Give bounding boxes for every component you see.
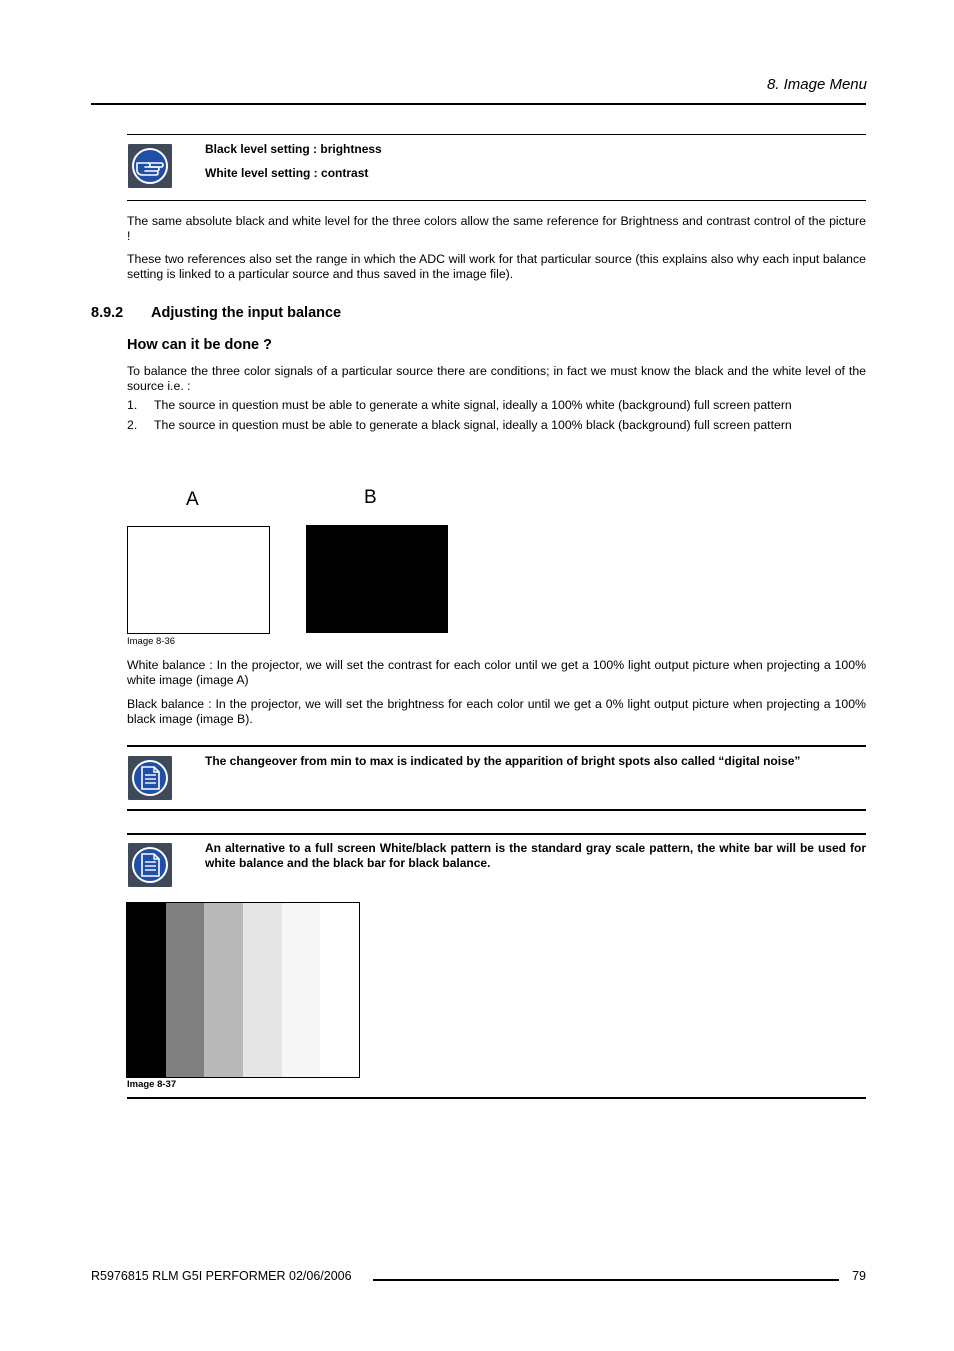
note-top-rule	[127, 833, 866, 835]
list-item	[127, 398, 792, 413]
white-balance-paragraph: White balance : In the projector, we will set the contrast for each color until we get a 100% light output picture when projecting a 100% white image (image A)	[127, 658, 866, 687]
figure-caption: Image 8-37	[127, 1079, 177, 1090]
page-number: 79	[852, 1269, 866, 1283]
gray-scale-pattern-image	[126, 902, 360, 1078]
list-text: The source in question must be able to generate a white signal, ideally a 100% white (background) full screen pattern	[154, 398, 792, 412]
list-number: 1.	[127, 398, 138, 412]
body-paragraph: To balance the three color signals of a particular source there are conditions; in fact we must know the black and the white level of the source i.e. :	[127, 364, 866, 393]
subsection-heading: How can it be done ?	[127, 337, 273, 353]
gray-bar	[320, 903, 359, 1077]
white-pattern-image	[127, 526, 270, 634]
list-item	[127, 418, 792, 433]
black-balance-paragraph: Black balance : In the projector, we will set the brightness for each color until we get a 0% light output picture when projecting a 100% black image (image B).	[127, 697, 866, 726]
document-note-icon	[128, 756, 172, 800]
intro-paragraph-2: These two references also set the range in which the ADC will work for that particular source (this explains also why each input balance setting is linked to a particular source and thus saved in the image file).	[127, 252, 866, 281]
footer-doc-info: R5976815 RLM G5I PERFORMER 02/06/2006	[91, 1269, 352, 1283]
list-text: The source in question must be able to generate a black signal, ideally a 100% black (background) full screen pattern	[154, 418, 792, 432]
figure-label-b: B	[364, 487, 377, 508]
note-gray-scale: An alternative to a full screen White/black pattern is the standard gray scale pattern, the white bar will be used for white balance and the black bar for black balance.	[205, 841, 866, 870]
footer-rule	[373, 1279, 839, 1281]
pointing-hand-icon	[128, 144, 172, 188]
section-title: Adjusting the input balance	[151, 305, 342, 321]
gray-bar	[282, 903, 321, 1077]
gray-bar	[166, 903, 205, 1077]
tip-black-level: Black level setting : brightness	[205, 142, 382, 156]
header-rule	[91, 103, 866, 105]
tip-bottom-rule	[127, 200, 866, 201]
gray-bar	[204, 903, 243, 1077]
note-bottom-rule	[127, 1097, 866, 1099]
gray-bar	[243, 903, 282, 1077]
note-bottom-rule	[127, 809, 866, 811]
note-digital-noise: The changeover from min to max is indicated by the apparition of bright spots also called “digital noise”	[205, 754, 801, 768]
section-number: 8.9.2	[91, 305, 124, 321]
intro-paragraph-1: The same absolute black and white level for the three colors allow the same reference for Brightness and contrast control of the picture !	[127, 214, 866, 243]
tip-top-rule	[127, 134, 866, 135]
gray-bar	[127, 903, 166, 1077]
figure-label-a: A	[186, 489, 199, 510]
list-number: 2.	[127, 418, 138, 432]
tip-white-level: White level setting : contrast	[205, 166, 369, 180]
section-heading	[91, 305, 341, 321]
black-pattern-image	[306, 525, 448, 633]
note-top-rule	[127, 745, 866, 747]
figure-caption: Image 8-36	[127, 636, 176, 647]
chapter-title: 8. Image Menu	[766, 76, 867, 93]
document-note-icon	[128, 843, 172, 887]
